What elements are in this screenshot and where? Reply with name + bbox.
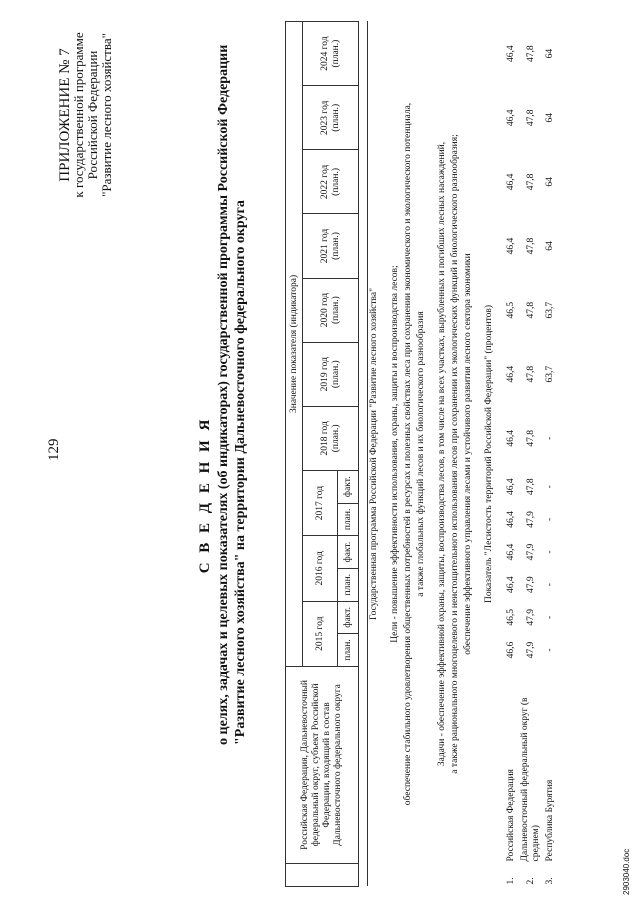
cell-value: 46,4: [506, 430, 516, 447]
row-number: 2.: [525, 877, 536, 885]
cell-value: 46,4: [506, 173, 516, 191]
fact-header: факт.: [338, 536, 359, 569]
cell-value: 47,8: [525, 237, 536, 255]
value-group-header: Значение показателя (индикатора): [286, 22, 303, 667]
appendix-title: ПРИЛОЖЕНИЕ № 7: [57, 48, 73, 182]
heading-title: С В Е Д Е Н И Я: [197, 416, 213, 574]
cell-value: 47,9: [525, 543, 536, 561]
cell-value: 64: [545, 113, 555, 123]
cell-value: 46,4: [506, 365, 516, 383]
year-header: 2024 год (план.): [303, 22, 359, 86]
subject-column-header: Российская Федерация, Дальневосточный федеральный округ, субъект Российской Федерации, входящий в состав Дальневосточного федерального округа: [286, 666, 359, 863]
appendix-line-4: "Развитие лесного хозяйства": [99, 33, 114, 197]
goals-line-2: обеспечение стабильного удовлетворения общественных потребностей в ресурсах и полезных свойствах леса при сохранении экономического и экологического потенциала,: [403, 102, 413, 806]
tasks-line-3: обеспечение эффективного управления лесами и устойчивого развития лесного сектора экономики: [463, 253, 473, 655]
appendix-line-3: Российской Федерации: [85, 50, 100, 180]
year-header: 2020 год (план.): [303, 278, 359, 342]
year-header: 2018 год (план.): [303, 406, 359, 470]
fact-header: факт.: [338, 601, 359, 634]
cell-value: 64: [545, 48, 555, 59]
cell-value: 46,5: [506, 609, 516, 626]
cell-value: 47,8: [525, 478, 536, 496]
cell-value: 47,8: [525, 301, 536, 319]
table-row: [543, 22, 558, 887]
cell-value: 46,4: [506, 45, 516, 62]
cell-value: -: [545, 648, 555, 652]
heading-line-1: о целях, задачах и целевых показателях (об индикаторах) государственной программы Российской Федерации: [216, 44, 231, 745]
cell-value: 63,7: [545, 365, 555, 383]
table-row: [504, 22, 519, 887]
plan-header: план.: [338, 634, 359, 667]
cell-value: -: [545, 436, 555, 440]
cell-value: -: [545, 517, 555, 521]
cell-value: 47,8: [525, 365, 536, 383]
page-number: 129: [46, 438, 62, 461]
year-header: 2016 год: [303, 536, 338, 601]
cell-value: 46,4: [506, 543, 516, 561]
row-subject: Дальневосточный федеральный округ (в среднем): [520, 697, 541, 862]
tasks-line-2: а также рационального многоцелевого и неистощительного использования лесов при сохранении их экологических функций и биологического разнообразия;: [450, 134, 460, 774]
cell-value: 47,9: [525, 511, 536, 528]
cell-value: 46,4: [506, 109, 516, 127]
row-number: 3.: [545, 877, 555, 885]
cell-value: 46,4: [506, 511, 516, 528]
cell-value: 64: [545, 241, 555, 251]
row-number: 1.: [506, 877, 516, 885]
cell-value: 46,4: [506, 478, 516, 496]
year-header: 2022 год (план.): [303, 150, 359, 214]
cell-value: -: [545, 583, 555, 587]
indicators-table: [285, 21, 558, 887]
program-title: Государственная программа Российской Федерации "Развитие лесного хозяйства": [368, 22, 382, 887]
tasks-line-1: Задачи - обеспечение эффективной охраны, защиты, воспроизводства лесов, в том числе на всех участках, вырубленных и погибших лесных насаждений,: [437, 141, 447, 767]
year-header: 2017 год: [303, 470, 338, 535]
row-subject: Российская Федерация: [506, 769, 516, 862]
appendix-line-2: к государственной программе: [71, 32, 86, 198]
cell-value: 46,5: [506, 301, 516, 319]
num-header: [286, 864, 359, 887]
goals-line-1: Цели - повышение эффективности использования, охраны, защиты и воспроизводства лесов;: [390, 265, 400, 643]
cell-value: 47,8: [525, 109, 536, 127]
year-header: 2015 год: [303, 601, 338, 666]
row-subject: Республика Бурятия: [545, 779, 555, 862]
heading-line-2: "Развитие лесного хозяйства" на территории Дальневосточного федерального округа: [233, 200, 248, 745]
cell-value: 64: [545, 177, 555, 187]
cell-value: 46,4: [506, 237, 516, 255]
cell-value: 46,4: [506, 576, 516, 593]
goals-line-3: а также глобальных функций лесов и их биологического разнообразия: [416, 311, 426, 597]
indicator-title: Показатель "Лесистость территорий Российской Федерации" (процентов): [484, 304, 494, 604]
cell-value: 47,9: [525, 576, 536, 593]
cell-value: -: [545, 550, 555, 554]
plan-header: план.: [338, 568, 359, 601]
appendix-block: [58, 25, 114, 205]
table-row: [519, 22, 543, 887]
fact-header: факт.: [338, 470, 359, 503]
cell-value: 63,7: [545, 301, 555, 319]
cell-value: -: [545, 615, 555, 619]
year-header: 2021 год (план.): [303, 214, 359, 278]
document-heading: [196, 44, 249, 745]
cell-value: 47,8: [525, 173, 536, 191]
cell-value: 47,8: [525, 45, 536, 62]
cell-value: 47,8: [525, 430, 536, 447]
cell-value: 47,9: [525, 609, 536, 626]
year-header: 2023 год (план.): [303, 86, 359, 150]
cell-value: 47,9: [525, 641, 536, 659]
plan-header: план.: [338, 503, 359, 536]
cell-value: 46,6: [506, 641, 516, 659]
file-name-footer: 2903040.doc: [622, 848, 631, 895]
cell-value: -: [545, 485, 555, 489]
year-header: 2019 год (план.): [303, 342, 359, 406]
